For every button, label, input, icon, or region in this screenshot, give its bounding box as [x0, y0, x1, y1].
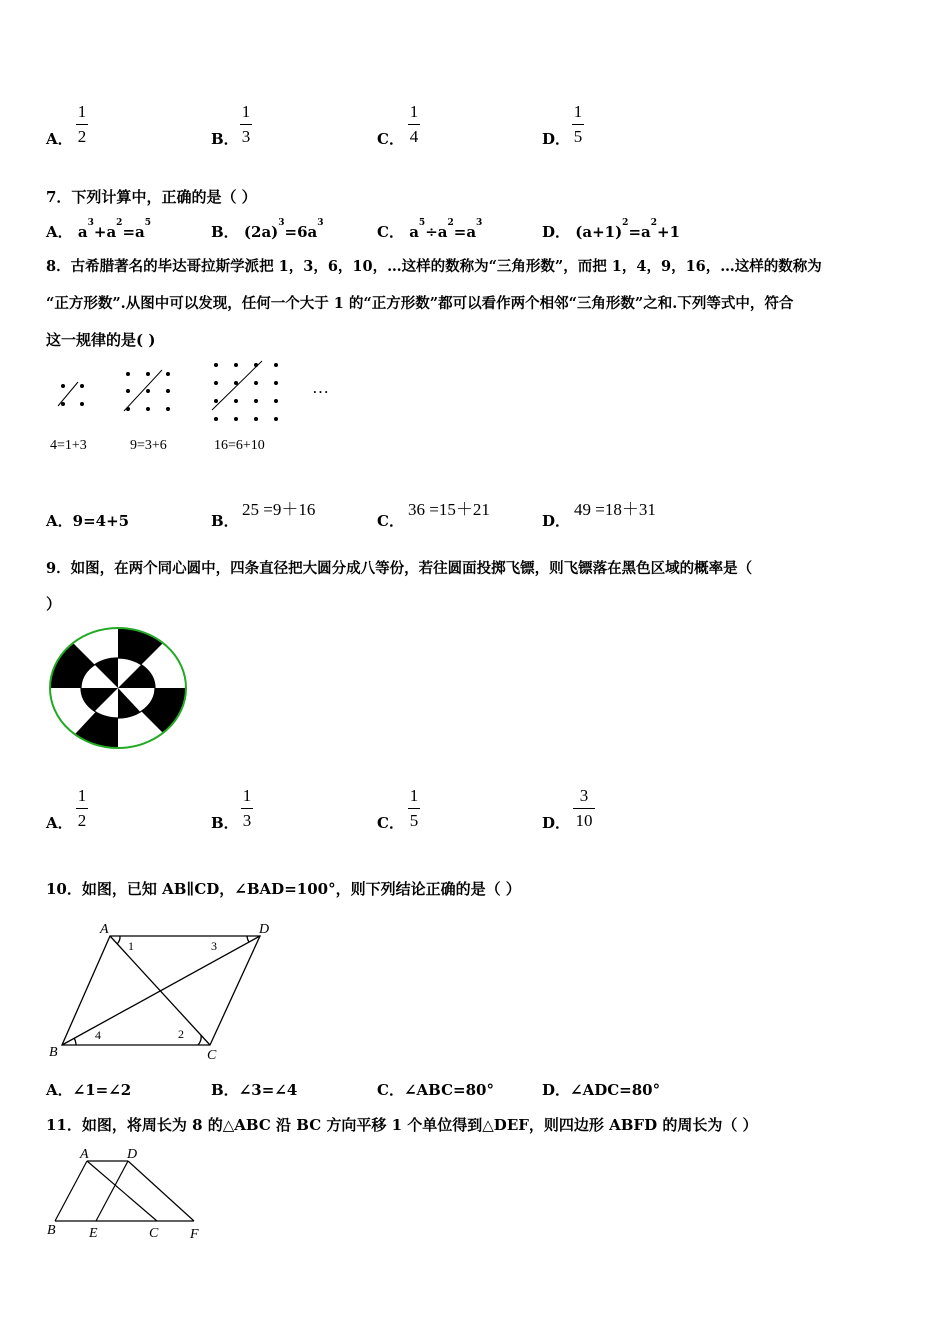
segment-ac [87, 1161, 157, 1221]
option-letter: B． [211, 223, 239, 241]
expr-part: =a [122, 223, 145, 241]
option-text: ∠ABC=80° [403, 1081, 494, 1099]
exponent: 2 [116, 218, 123, 228]
numerator: 1 [409, 102, 419, 121]
q9-option-a-letter: A． [46, 814, 73, 832]
numerator: 1 [241, 102, 251, 121]
q6-option-c-letter: C． [377, 130, 404, 148]
q8-option-d-text: 49 =18＋31 [574, 500, 656, 519]
exponent: 2 [447, 218, 454, 228]
q8-option-c-text: 36 =15＋21 [408, 500, 490, 519]
q8-stem-line-2: “正方形数”.从图中可以发现，任何一个大于 1 的“正方形数”都可以看作两个相邻“三角形数”之和.下列等式中，符合 [46, 295, 794, 312]
option-letter: D． [542, 1081, 571, 1099]
q8-caption-1: 4=1+3 [50, 438, 87, 453]
expr-part: +a [93, 223, 117, 241]
angle-4-label: 4 [95, 1028, 101, 1042]
point-a-label: A [80, 1147, 89, 1162]
q9-stem-line-1: 9．如图，在两个同心圆中，四条直径把大圆分成八等份，若往圆面投掷飞镖，则飞镖落在黑色区域的概率是（ [46, 560, 753, 577]
q8-option-c-letter: C． [377, 512, 404, 530]
exponent: 5 [418, 218, 426, 228]
denominator: 3 [242, 811, 252, 830]
q6-option-b-letter: B． [211, 130, 239, 148]
q8-option-d-letter: D． [542, 512, 571, 530]
q8-stem-line-1: 8．古希腊著名的毕达哥拉斯学派把 1，3，6，10，…这样的数称为“三角形数”，而把 1，4，9，16，…这样的数称为 [46, 258, 822, 275]
point-f-label: F [190, 1227, 199, 1242]
angle-1-label: 1 [128, 939, 134, 953]
option-letter: A． [46, 1081, 73, 1099]
exponent: 5 [144, 218, 151, 228]
q9-option-b-letter: B． [211, 814, 239, 832]
option-letter: C． [377, 1081, 404, 1099]
angle-3-label: 3 [211, 939, 217, 953]
expr-part: (a+1) [575, 223, 623, 241]
exponent: 2 [622, 218, 629, 228]
exponent: 3 [87, 218, 94, 228]
option-letter: B． [211, 1081, 239, 1099]
denominator: 4 [409, 127, 419, 146]
q6-option-a-letter: A． [46, 130, 73, 148]
option-text: 9=4+5 [72, 512, 130, 530]
denominator: 10 [575, 811, 593, 830]
point-e-label: E [89, 1226, 98, 1241]
q8-option-b-text: 25 =9＋16 [242, 500, 316, 519]
point-d-label: D [259, 922, 270, 937]
expr-part: =6a [284, 223, 318, 241]
expr-part: =a [628, 223, 651, 241]
option-letter: C． [377, 223, 404, 241]
point-c-label: C [207, 1048, 217, 1063]
denominator: 5 [409, 811, 419, 830]
denominator: 5 [573, 127, 583, 146]
point-b-label: B [49, 1045, 58, 1060]
q8-ellipsis: … [312, 378, 329, 397]
q8-caption-3: 16=6+10 [214, 438, 265, 453]
q11-stem: 11．如图，将周长为 8 的△ABC 沿 BC 方向平移 1 个单位得到△DEF，则四边形 ABFD 的周长为（ ） [46, 1116, 758, 1134]
numerator: 3 [579, 786, 589, 805]
angle-2-label: 2 [178, 1027, 184, 1041]
expr-part: +1 [657, 223, 681, 241]
point-a-label: A [100, 922, 109, 937]
exponent: 3 [278, 218, 285, 228]
option-letter: A． [46, 223, 73, 241]
point-d-label: D [127, 1147, 138, 1162]
q9-stem-line-2: ） [46, 595, 62, 613]
option-text: ∠3=∠4 [238, 1081, 298, 1099]
point-c-label: C [149, 1226, 159, 1241]
exponent: 2 [650, 218, 657, 228]
expr-part: =a [453, 223, 477, 241]
option-letter: A． [46, 512, 73, 530]
numerator: 1 [242, 786, 252, 805]
q9-option-d-letter: D． [542, 814, 571, 832]
q8-option-b-letter: B． [211, 512, 239, 530]
numerator: 1 [77, 786, 87, 805]
segment-ab [55, 1161, 87, 1221]
q10-stem: 10．如图，已知 AB∥CD，∠BAD=100°，则下列结论正确的是（ ） [46, 880, 521, 898]
expr-part: (2a) [243, 223, 279, 241]
denominator: 2 [77, 127, 87, 146]
option-text: ∠1=∠2 [72, 1081, 132, 1099]
q9-option-c-letter: C． [377, 814, 404, 832]
q8-stem-line-3: 这一规律的是( ) [46, 331, 156, 349]
numerator: 1 [77, 102, 87, 121]
option-text: ∠ADC=80° [570, 1081, 661, 1099]
denominator: 2 [77, 811, 87, 830]
numerator: 1 [573, 102, 583, 121]
numerator: 1 [409, 786, 419, 805]
point-b-label: B [47, 1223, 56, 1238]
expr-part: a [409, 223, 419, 241]
q8-caption-2: 9=3+6 [130, 438, 167, 453]
expr-part: a [77, 223, 88, 241]
exponent: 3 [317, 218, 324, 228]
denominator: 3 [241, 127, 251, 146]
q7-stem: 7．下列计算中，正确的是（ ） [46, 188, 257, 206]
q6-option-d-letter: D． [542, 130, 571, 148]
exponent: 3 [476, 218, 483, 228]
segment-df [128, 1161, 194, 1221]
expr-part: ÷a [425, 223, 448, 241]
option-letter: D． [542, 223, 571, 241]
segment-de [96, 1161, 128, 1221]
